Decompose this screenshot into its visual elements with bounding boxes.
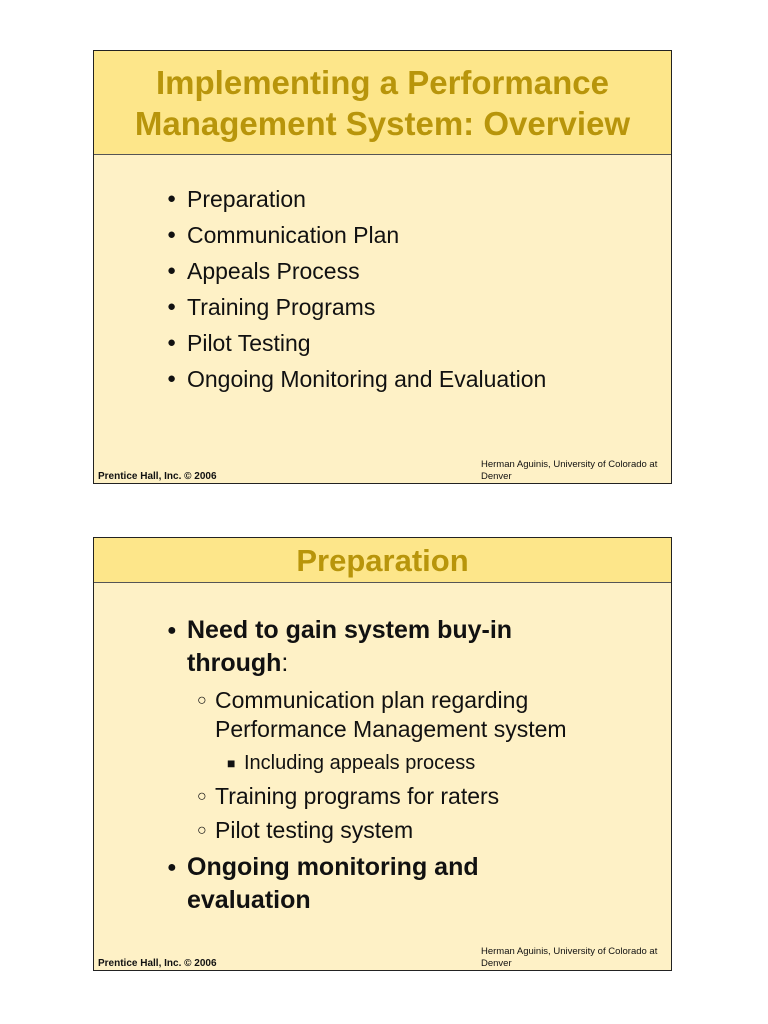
slide-title-line: Implementing a Performance [156,63,609,101]
bullet-item: ● Ongoing Monitoring and Evaluation [167,361,546,397]
bullet-item: ● Preparation [167,181,546,217]
sub-sub-bullet-item: ■ Including appeals process [167,748,575,778]
slide-preparation [93,537,672,971]
sub-bullet-item: ○ Communication plan regarding Performance Management system [167,686,575,744]
bullet-item: ● Appeals Process [167,253,546,289]
bullet-item: ● Communication Plan [167,217,546,253]
bullet-item: ● Training Programs [167,289,546,325]
slide-title: Preparation [296,542,469,578]
bullet-item: ● Pilot Testing [167,325,546,361]
bullet-list [167,181,546,397]
bullet-item: ● Ongoing monitoring and evaluation [167,851,567,917]
bullet-text: Need to gain system buy-in through [187,616,513,677]
sub-bullet-item: ○ Pilot testing system [167,816,575,845]
footer-author: Herman Aguinis, University of Colorado at Denver [481,459,658,482]
slide-title-line: Management System: Overview [134,104,631,142]
footer-author: Herman Aguinis, University of Colorado at Denver [481,946,658,969]
slide-title-band [94,51,671,155]
sub-bullet-item: ○ Training programs for raters [167,782,575,811]
bullet-list [167,614,575,917]
slide-title [135,62,630,144]
bullet-colon: : [281,649,289,677]
slide-overview [93,50,672,484]
footer-copyright: Prentice Hall, Inc. © 2006 [98,958,217,969]
bullet-item [167,614,567,680]
footer-copyright: Prentice Hall, Inc. © 2006 [98,471,217,482]
slide-title-band [94,538,671,583]
